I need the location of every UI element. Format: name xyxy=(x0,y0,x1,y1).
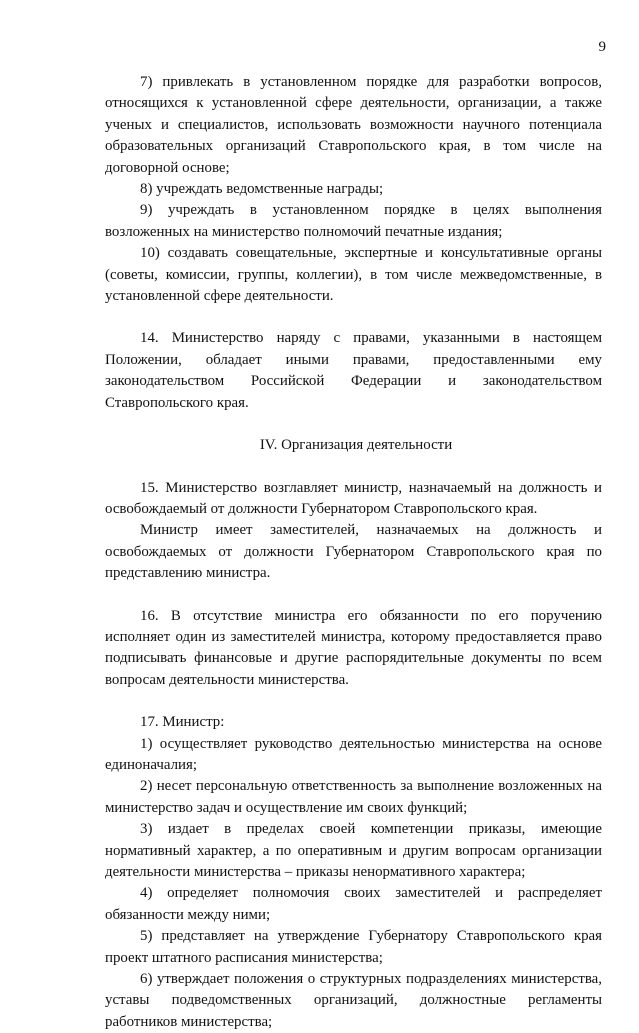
page-number: 9 xyxy=(598,39,606,55)
paragraph: 6) утверждает положения о структурных подразделениях министерства, уставы подведомственных организаций, должностные регламенты работников министерства; xyxy=(105,971,602,1030)
section-heading: IV. Организация деятельности xyxy=(259,437,453,454)
paragraph: Министр имеет заместителей, назначаемых на должность и освобождаемых от должности Губернатором Ставропольского края по представлению министра. xyxy=(105,522,602,582)
paragraph: 14. Министерство наряду с правами, указанными в настоящем Положении, обладает иными правами, предоставленными ему законодательством Российской Федерации и законодательством Ставропольского края. xyxy=(105,330,602,411)
paragraph-spacer xyxy=(105,307,602,328)
paragraph: 16. В отсутствие министра его обязанности по его поручению исполняет один из заместителей министра, которому предоставляется право подписывать финансовые и другие распорядительные документы по всем вопросам деятельности министерства. xyxy=(105,607,602,688)
paragraph-spacer xyxy=(105,414,602,435)
paragraph: 15. Министерство возглавляет министр, назначаемый на должность и освобождаемый от должности Губернатором Ставропольского края. xyxy=(105,479,602,517)
paragraph: 8) учреждать ведомственные награды; xyxy=(140,181,384,198)
paragraph: 2) несет персональную ответственность за выполнение возложенных на министерство задач и осуществление им своих функций; xyxy=(105,778,602,816)
document-body xyxy=(105,72,602,1033)
paragraph: 10) создавать совещательные, экспертные и консультативные органы (советы, комиссии, группы, коллегии), в том числе межведомственные, в установленной сфере деятельности. xyxy=(105,245,602,305)
paragraph: 1) осуществляет руководство деятельностью министерства на основе единоначалия; xyxy=(105,735,602,773)
paragraph-spacer xyxy=(105,585,602,606)
paragraph: 7) привлекать в установленном порядке для разработки вопросов, относящихся к установленной сфере деятельности, организации, а также ученых и специалистов, использовать возможности научного потенциала образовательных организаций Ставропольского края, в том числе на договорной основе; xyxy=(105,74,602,176)
paragraph-spacer xyxy=(105,691,602,712)
paragraph: 17. Министр: xyxy=(140,714,225,731)
paragraph: 3) издает в пределах своей компетенции приказы, имеющие нормативный характер, а по оперативным и другим вопросам организации деятельности министерства – приказы ненормативного характера; xyxy=(105,821,602,880)
paragraph: 9) учреждать в установленном порядке в целях выполнения возложенных на министерство полномочий печатные издания; xyxy=(105,202,602,240)
paragraph: 5) представляет на утверждение Губернатору Ставропольского края проект штатного расписания министерства; xyxy=(105,928,602,966)
paragraph: 4) определяет полномочия своих заместителей и распределяет обязанности между ними; xyxy=(105,885,602,923)
paragraph-spacer xyxy=(105,457,602,478)
